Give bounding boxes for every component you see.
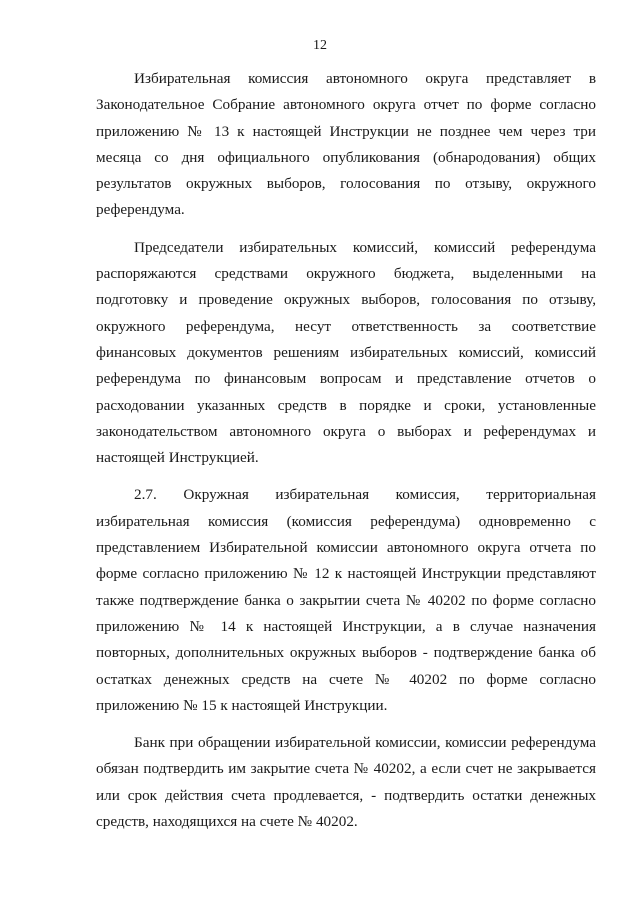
page-number: 12	[313, 38, 327, 53]
paragraph-report-to-assembly: Избирательная комиссия автономного округа представляет в Законодательное Собрание автономного округа отчет по форме согласно приложению № 13 к настоящей Инструкции не позднее чем через три месяца со дня официального опубликования (обнародования) общих результатов окружных выборов, голосования по отзыву, окружного референдума.	[96, 70, 596, 219]
paragraph-bank-confirmation: Банк при обращении избирательной комиссии, комиссии референдума обязан подтвердить им закрытие счета № 40202, а если счет не закрывается или срок действия счета продлевается, - подтвердить остатки денежных средств, находящихся на счете № 40202.	[96, 734, 596, 831]
paragraph-commission-chairs: Председатели избирательных комиссий, комиссий референдума распоряжаются средствами окружного бюджета, выделенными на подготовку и проведение окружных выборов, голосования по отзыву, окружного референдума, несут ответственность за соответствие финансовых документов решениям избирательных комиссий, комиссий референдума по финансовым вопросам и представление отчетов о расходовании указанных средств в порядке и сроки, установленные законодательством автономного округа о выборах и референдумах и настоящей Инструкцией.	[96, 238, 596, 467]
document-body	[96, 66, 596, 846]
paragraph-section-2-7: 2.7. Окружная избирательная комиссия, территориальная избирательная комиссия (комиссия референдума) одновременно с представлением Избирательной комиссии автономного округа отчета по форме согласно приложению № 12 к настоящей Инструкции представляют также подтверждение банка о закрытии счета № 40202 по форме согласно приложению № 14 к настоящей Инструкции, а в случае назначения повторных, дополнительных окружных выборов - подтверждение банка об остатках денежных средств на счете № 40202 по форме согласно приложению № 15 к настоящей Инструкции.	[96, 486, 596, 714]
